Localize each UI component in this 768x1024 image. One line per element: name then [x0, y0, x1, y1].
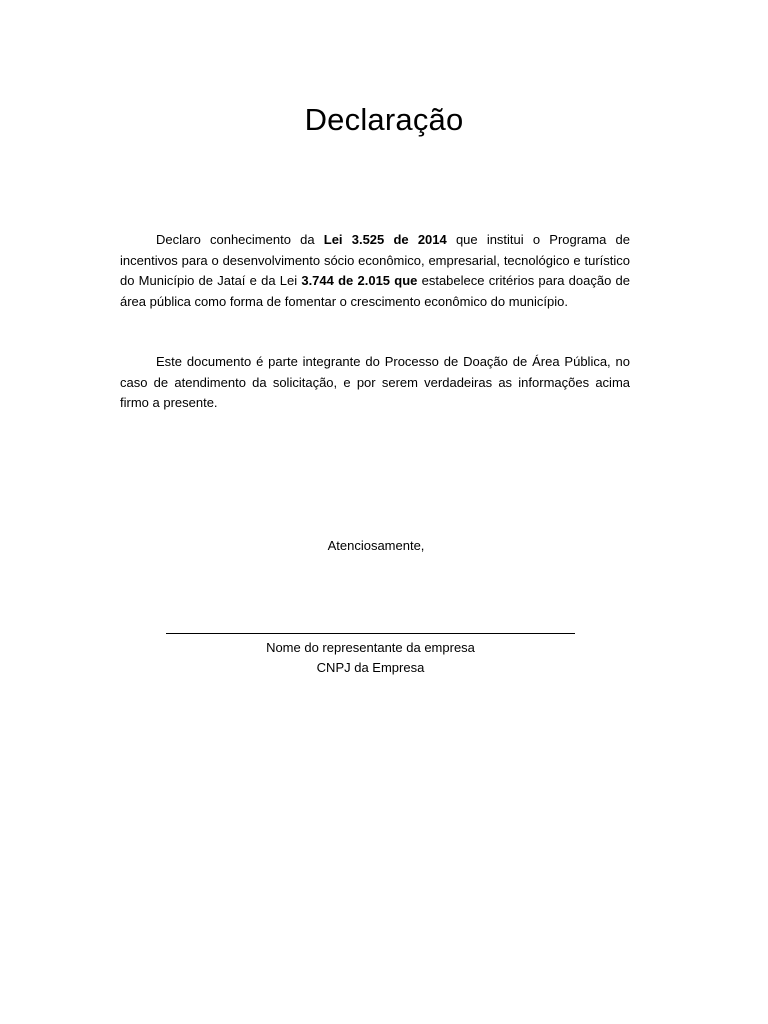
signature-name-label: Nome do representante da empresa	[266, 640, 475, 655]
closing-salutation: Atenciosamente,	[327, 538, 425, 553]
paragraph-text: Este documento é parte integrante do Processo de Doação de Área Pública, no caso de atendimento da solicitação, e por serem verdadeiras as informações acima firmo a presente.	[120, 354, 630, 410]
document-title: Declaração	[304, 102, 464, 137]
paragraph-text: que institui o Programa de incentivos para o desenvolvimento sócio econômico, empresarial, tecnológico e turístico do Município de Jataí e da Lei	[120, 232, 630, 288]
signature-line	[166, 633, 575, 634]
paragraph-text: estabelece critérios para doação de área pública como forma de fomentar o crescimento econômico do município.	[120, 273, 631, 309]
paragraph-text: Declaro conhecimento da	[156, 232, 324, 247]
signature-cnpj-label: CNPJ da Empresa	[316, 660, 425, 675]
law-reference: 3.744 de 2.015 que	[301, 273, 418, 288]
paragraph-integral-part	[120, 352, 630, 414]
law-reference: Lei 3.525 de 2014	[323, 232, 447, 247]
paragraph-declaration	[120, 230, 630, 312]
